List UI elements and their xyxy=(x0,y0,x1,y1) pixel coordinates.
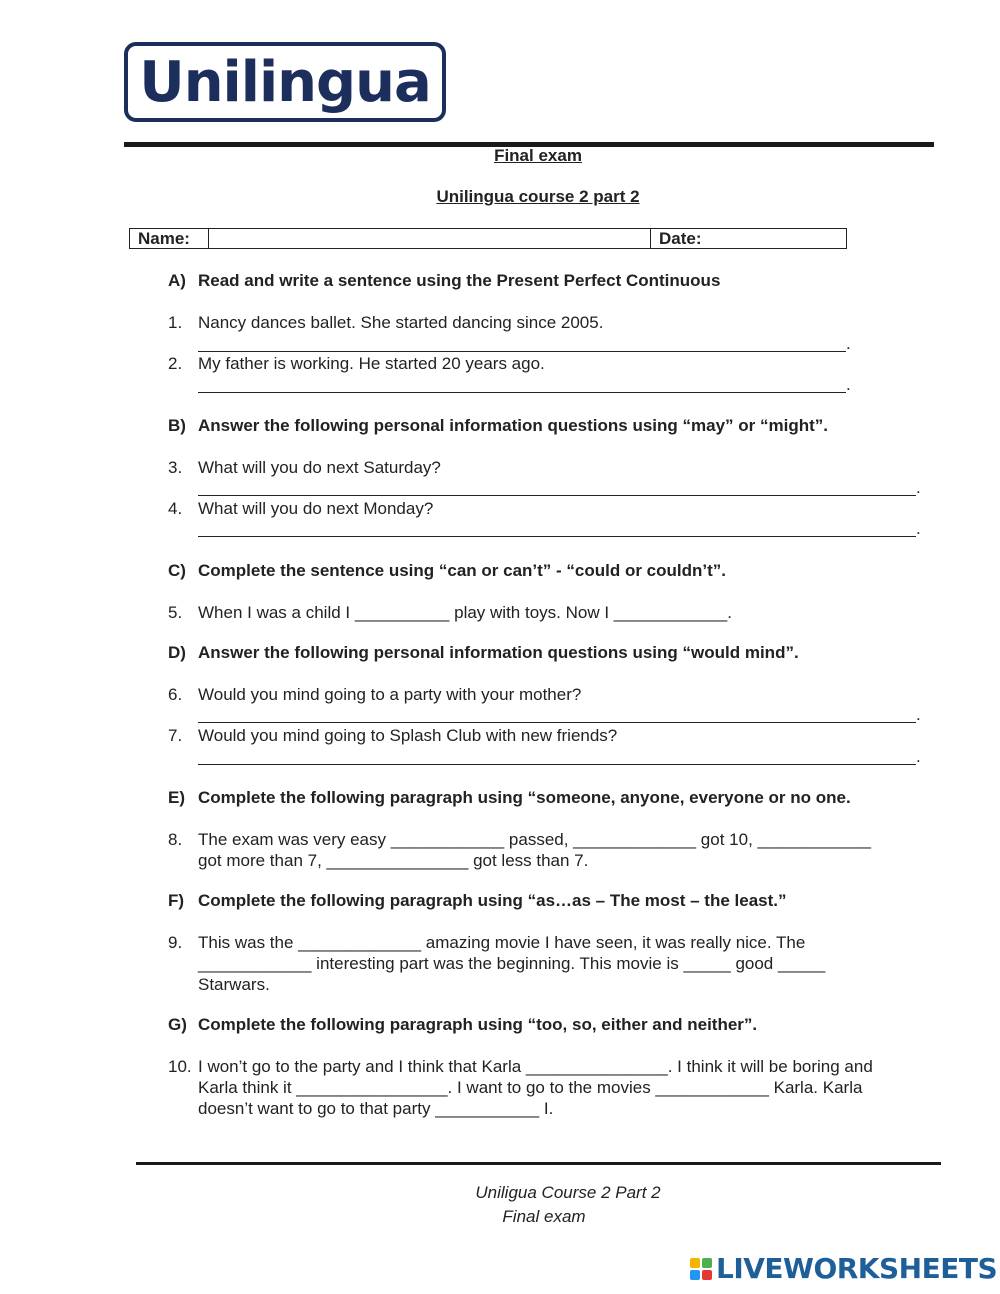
footer-course: Uniligua Course 2 Part 2 xyxy=(475,1183,661,1202)
question-8[interactable]: 8. The exam was very easy ____________ passed, _____________ got 10, ____________ got more than 7, _______________ got less than 7. xyxy=(168,830,871,870)
footer-exam: Final exam xyxy=(502,1207,586,1226)
section-c-heading: C) Complete the sentence using “can or can’t” - “could or couldn’t”. xyxy=(168,561,727,580)
unilingua-logo xyxy=(124,42,446,122)
question-10[interactable]: 10. I won’t go to the party and I think that Karla _______________. I think it will be boring and Karla think it ________________. I want to go to the movies ____________ Karla. Karla doesn’t want to go to that party ___________ I. xyxy=(168,1057,873,1118)
name-label: Name: xyxy=(130,229,209,249)
footer-divider xyxy=(136,1162,941,1165)
answer-period-3: . xyxy=(916,478,921,497)
answer-period-4: . xyxy=(916,519,921,538)
section-a-heading: A) Read and write a sentence using the Present Perfect Continuous xyxy=(168,271,721,290)
section-b-heading: B) Answer the following personal information questions using “may” or “might”. xyxy=(168,416,828,435)
answer-line-7[interactable] xyxy=(198,764,916,765)
name-field[interactable] xyxy=(209,229,651,249)
question-9[interactable]: 9. This was the _____________ amazing movie I have seen, it was really nice. The ____________ interesting part was the beginning. This movie is _____ good _____ Starwars. xyxy=(168,933,826,994)
answer-period-1: . xyxy=(846,334,851,353)
section-e-heading: E) Complete the following paragraph using “someone, anyone, everyone or no one. xyxy=(168,788,851,807)
section-g-heading: G) Complete the following paragraph using “too, so, either and neither”. xyxy=(168,1015,758,1034)
answer-period-6: . xyxy=(916,705,921,724)
answer-period-7: . xyxy=(916,747,921,766)
question-5[interactable]: 5. When I was a child I __________ play with toys. Now I ____________. xyxy=(168,603,732,622)
logo-text: Unilingua xyxy=(139,50,431,115)
student-info-table xyxy=(129,228,847,249)
liveworksheets-icon xyxy=(690,1258,712,1280)
answer-period-2: . xyxy=(846,375,851,394)
answer-line-6[interactable] xyxy=(198,722,916,723)
question-2: 2. My father is working. He started 20 years ago. xyxy=(168,354,545,373)
date-label[interactable]: Date: xyxy=(651,229,847,249)
answer-line-2[interactable] xyxy=(198,392,846,393)
answer-line-3[interactable] xyxy=(198,495,916,496)
answer-line-1[interactable] xyxy=(198,351,846,352)
question-6: 6. Would you mind going to a party with your mother? xyxy=(168,685,582,704)
question-3: 3. What will you do next Saturday? xyxy=(168,458,441,477)
question-1: 1. Nancy dances ballet. She started dancing since 2005. xyxy=(168,313,604,332)
section-f-heading: F) Complete the following paragraph using “as…as – The most – the least.” xyxy=(168,891,787,910)
question-7: 7. Would you mind going to Splash Club with new friends? xyxy=(168,726,618,745)
page-title: Final exam xyxy=(494,146,582,165)
answer-line-4[interactable] xyxy=(198,536,916,537)
liveworksheets-text: LIVEWORKSHEETS xyxy=(716,1252,998,1285)
page-subtitle: Unilingua course 2 part 2 xyxy=(436,187,640,206)
section-d-heading: D) Answer the following personal information questions using “would mind”. xyxy=(168,643,799,662)
question-4: 4. What will you do next Monday? xyxy=(168,499,434,518)
